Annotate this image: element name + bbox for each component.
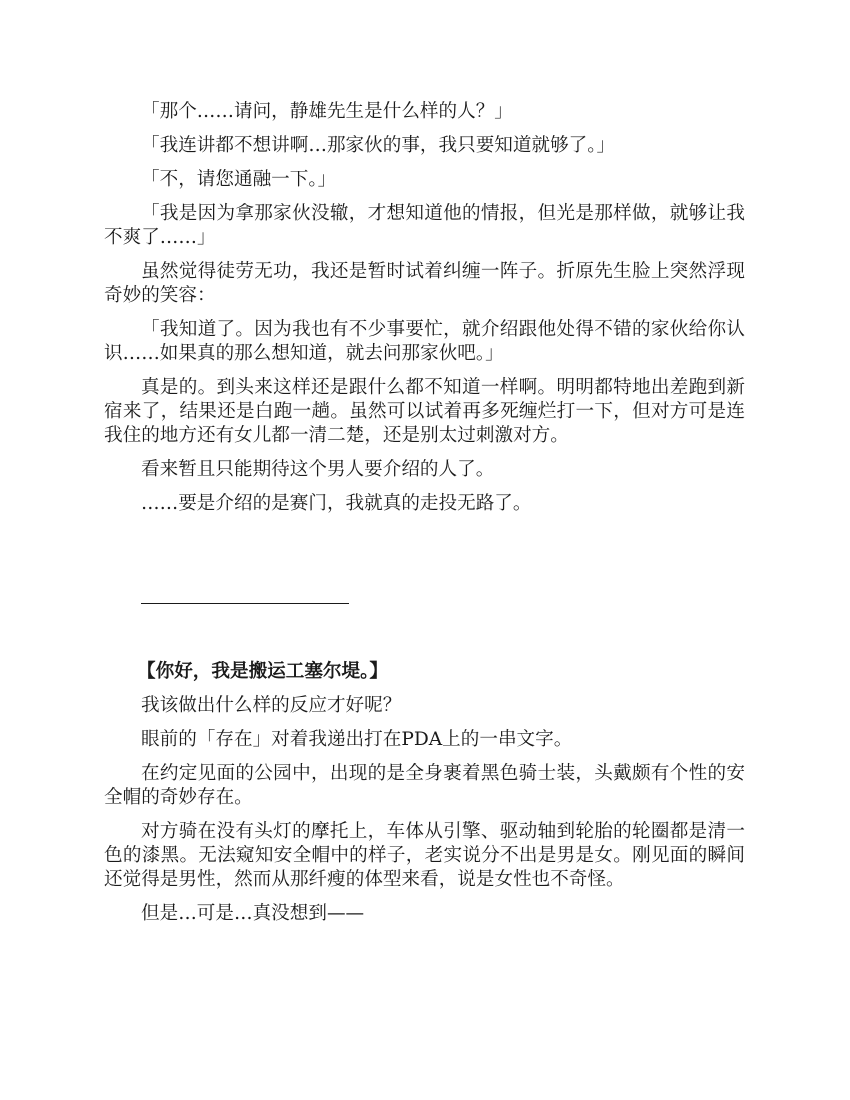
paragraph: 眼前的「存在」对着我递出打在PDA上的一串文字。 (141, 729, 573, 750)
pda-message-heading: 【你好，我是搬运工塞尔堤。】 (137, 661, 389, 682)
paragraph: 虽然觉得徒劳无功，我还是暂时试着纠缠一阵子。折原先生脸上突然浮现奇妙的笑容： (104, 261, 745, 306)
paragraph: 在约定见面的公园中，出现的是全身裹着黑色骑士装，头戴颇有个性的安全帽的奇妙存在。 (104, 763, 745, 808)
section-one (104, 100, 745, 526)
paragraph: 对方骑在没有头灯的摩托上，车体从引擎、驱动轴到轮胎的轮圈都是清一色的漆黑。无法窥知安全帽中的样子，老实说分不出是男是女。刚见面的瞬间还觉得是男性，然而从那纤瘦的体型来看，说是女性也不奇怪。 (104, 821, 745, 890)
section-two (104, 660, 745, 936)
paragraph: 「那个……请问，静雄先生是什么样的人？」 (141, 101, 513, 122)
paragraph: 看来暂且只能期待这个男人要介绍的人了。 (141, 459, 495, 480)
paragraph: ……要是介绍的是赛门，我就真的走投无路了。 (141, 493, 532, 514)
paragraph: 「我是因为拿那家伙没辙，才想知道他的情报，但光是那样做，就够让我不爽了……」 (104, 203, 745, 248)
paragraph: 「我连讲都不想讲啊…那家伙的事，我只要知道就够了。」 (141, 135, 616, 156)
paragraph: 真是的。到头来这样还是跟什么都不知道一样啊。明明都特地出差跑到新宿来了，结果还是白跑一趟。虽然可以试着再多死缠烂打一下，但对方可是连我住的地方还有女儿都一清二楚，还是别太过刺激对方。 (104, 377, 745, 446)
paragraph: 但是…可是…真没想到—— (141, 903, 365, 924)
paragraph: 「我知道了。因为我也有不少事要忙，就介绍跟他处得不错的家伙给你认识……如果真的那么想知道，就去问那家伙吧。」 (104, 319, 745, 364)
paragraph: 「不，请您通融一下。」 (141, 169, 337, 190)
section-separator-line (141, 603, 349, 604)
paragraph: 我该做出什么样的反应才好呢？ (141, 695, 402, 716)
